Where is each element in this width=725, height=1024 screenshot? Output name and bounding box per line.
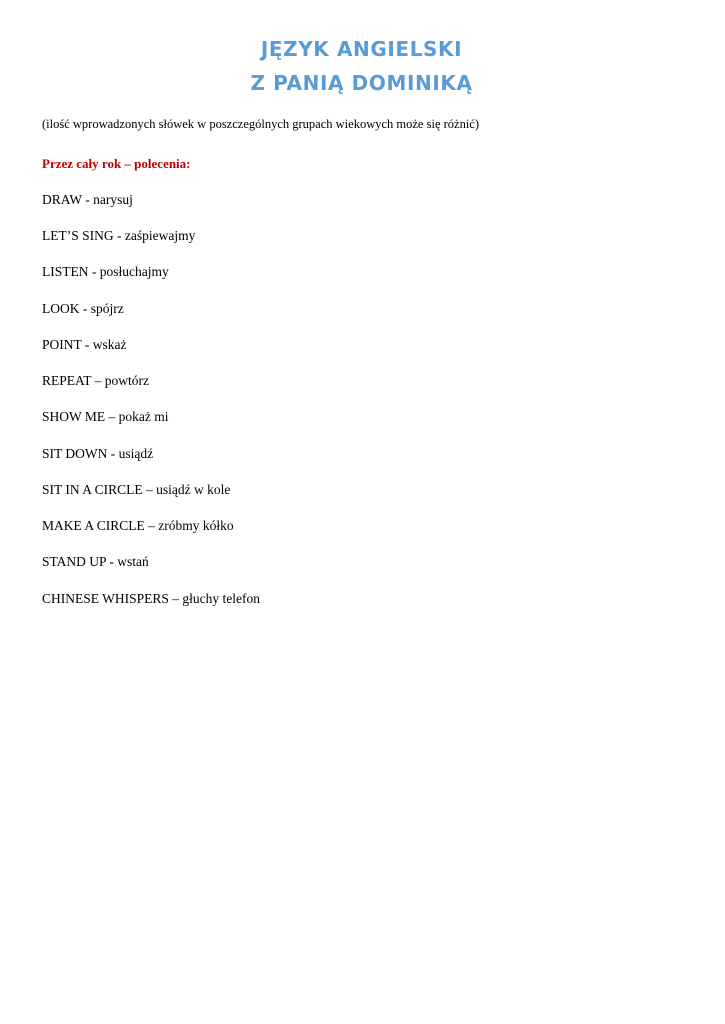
list-item: STAND UP - wstań xyxy=(42,554,149,570)
list-item: REPEAT – powtórz xyxy=(42,373,149,388)
list-item: LOOK - spójrz xyxy=(42,300,124,316)
list-item: LISTEN - posłuchajmy xyxy=(42,264,169,280)
list-item: LET’S SING - zaśpiewajmy xyxy=(42,228,196,243)
vocabulary-list xyxy=(42,190,681,609)
list-item: SIT IN A CIRCLE – usiądź w kole xyxy=(42,481,231,497)
section-heading: Przez cały rok – polecenia: xyxy=(42,155,191,171)
list-item: SHOW ME – pokaż mi xyxy=(42,409,169,425)
list-item: SIT DOWN - usiądź xyxy=(42,445,154,461)
intro-note: (ilość wprowadzonych słówek w poszczególnych grupach wiekowych może się różnić) xyxy=(42,117,480,131)
document-title xyxy=(42,34,681,99)
list-item: POINT - wskaż xyxy=(42,336,127,352)
title-line-2: Z PANIĄ DOMINIKĄ xyxy=(250,71,473,95)
list-item: CHINESE WHISPERS – głuchy telefon xyxy=(42,590,260,606)
list-item: DRAW - narysuj xyxy=(42,191,133,207)
title-line-1: JĘZYK ANGIELSKI xyxy=(260,37,463,61)
list-item: MAKE A CIRCLE – zróbmy kółko xyxy=(42,518,234,533)
